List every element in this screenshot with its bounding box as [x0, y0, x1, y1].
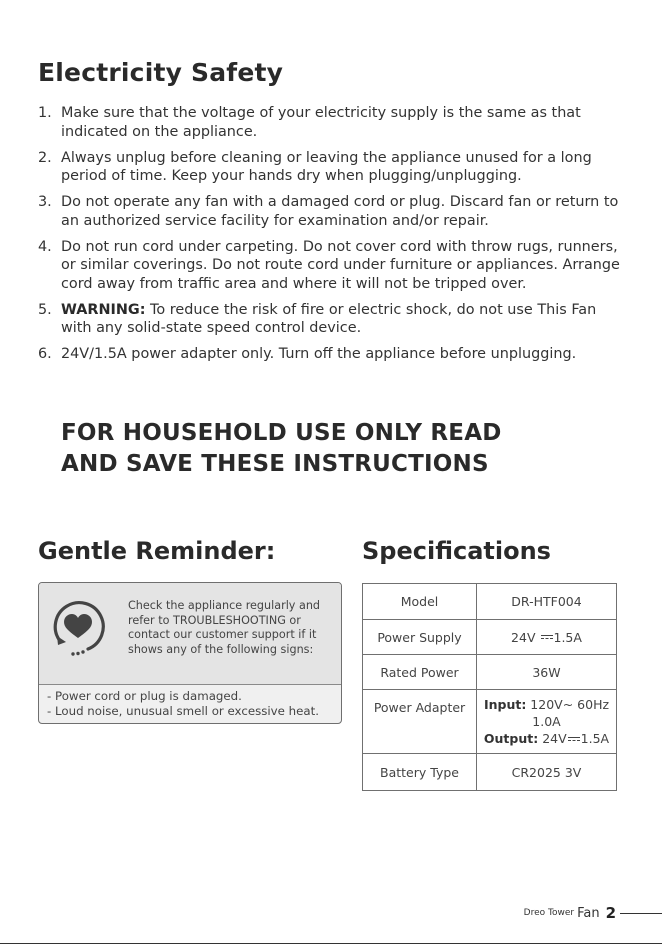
dc-current-icon — [568, 737, 580, 743]
specifications-table — [362, 583, 617, 791]
spec-label: Rated Power — [363, 655, 477, 690]
adapter-output-line — [479, 730, 614, 747]
reminder-text: Check the appliance regularly and refer to TROUBLESHOOTING or contact our customer support if it shows any of the following signs: — [128, 599, 321, 656]
table-row — [363, 655, 617, 690]
bottom-divider — [0, 943, 662, 944]
spec-value-voltage: 24V — [511, 629, 536, 645]
table-row — [363, 690, 617, 754]
list-item-number: 5. — [38, 301, 52, 318]
footer-product: Fan — [577, 905, 600, 921]
reminder-sign-item: - Loud noise, unusual smell or excessive heat. — [47, 703, 319, 718]
table-row — [363, 754, 617, 791]
list-item-number: 6. — [38, 346, 52, 362]
list-item — [38, 238, 628, 294]
adapter-input-line — [479, 696, 614, 713]
section-title-electricity-safety: Electricity Safety — [38, 58, 284, 87]
adapter-input-label: Input: — [483, 697, 527, 712]
household-notice-line-2: AND SAVE THESE INSTRUCTIONS — [61, 451, 489, 477]
warning-label: WARNING: — [61, 301, 146, 318]
page-number: 2 — [605, 904, 616, 922]
list-item-text: Make sure that the voltage of your electricity supply is the same as that indicated on the appliance. — [61, 105, 581, 140]
list-item-number: 2. — [38, 149, 52, 166]
household-notice — [61, 418, 502, 480]
spec-value: 36W — [477, 655, 617, 690]
spec-value — [477, 620, 617, 655]
adapter-output-label: Output: — [483, 731, 539, 746]
list-item-number: 4. — [38, 238, 52, 255]
household-notice-line-1: FOR HOUSEHOLD USE ONLY READ — [61, 420, 502, 446]
dc-current-icon — [541, 635, 553, 641]
list-item-text: 24V/1.5A power adapter only. Turn off the appliance before unplugging. — [61, 346, 577, 362]
table-row — [363, 620, 617, 655]
list-item — [38, 193, 628, 230]
spec-label: Power Adapter — [363, 690, 477, 754]
spec-value: CR2025 3V — [477, 754, 617, 791]
reminder-header — [39, 583, 341, 685]
list-item-text: Do not operate any fan with a damaged cord or plug. Discard fan or return to an authorized service facility for examination and/or repair. — [61, 194, 619, 229]
list-item-text: To reduce the risk of fire or electric shock, do not use This Fan with any solid-state speed control device. — [61, 301, 597, 336]
list-item-number: 1. — [38, 105, 52, 121]
section-title-specifications: Specifications — [362, 537, 551, 565]
heart-refresh-icon — [48, 597, 108, 657]
spec-label: Power Supply — [363, 620, 477, 655]
reminder-box — [38, 582, 342, 724]
adapter-input-current: 1.0A — [532, 714, 561, 729]
section-title-gentle-reminder: Gentle Reminder: — [38, 537, 276, 565]
spec-value: DR-HTF004 — [477, 584, 617, 620]
spec-value-current: 1.5A — [553, 629, 582, 645]
reminder-signs — [47, 689, 319, 718]
footer-divider — [620, 913, 662, 914]
safety-list — [38, 104, 628, 371]
spec-label: Model — [363, 584, 477, 620]
spec-label: Battery Type — [363, 754, 477, 791]
list-item — [38, 301, 628, 338]
footer-brand: Dreo Tower — [523, 908, 575, 918]
list-item-text: Always unplug before cleaning or leaving the appliance unused for a long period of time. Keep your hands dry when plugging/unplugging. — [61, 149, 592, 184]
adapter-output-current: 1.5A — [580, 731, 610, 746]
table-row — [363, 584, 617, 620]
adapter-output-voltage: 24V — [538, 731, 567, 746]
reminder-sign-item: - Power cord or plug is damaged. — [47, 689, 242, 703]
spec-value — [477, 690, 617, 754]
adapter-input-value: 120V~ 60Hz — [526, 697, 610, 712]
list-item-text: Do not run cord under carpeting. Do not cover cord with throw rugs, runners, or similar coverings. Do not route cord under furniture or appliances. Arrange cord away from traffic area and where it will not be tripped over. — [61, 238, 620, 292]
page-footer — [524, 903, 662, 923]
list-item — [38, 149, 628, 186]
list-item — [38, 104, 628, 141]
list-item-number: 3. — [38, 194, 52, 210]
list-item — [38, 345, 628, 364]
